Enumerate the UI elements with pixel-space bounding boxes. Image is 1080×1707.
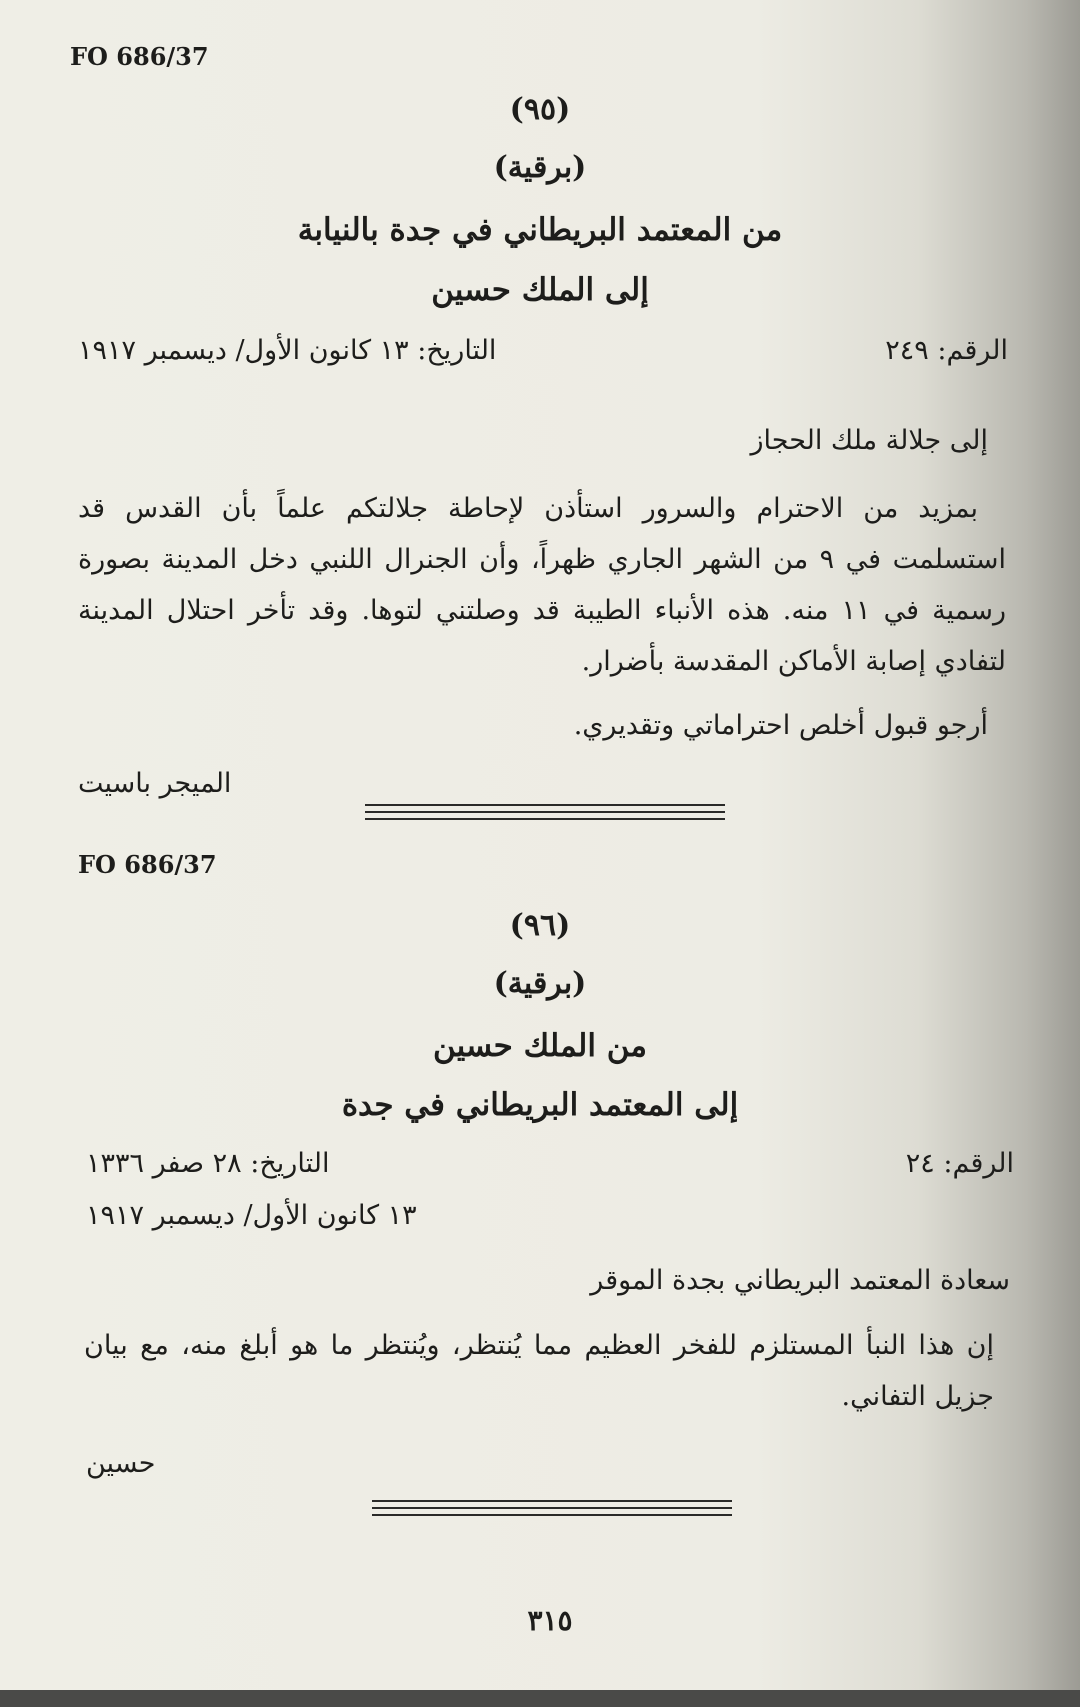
signature: حسين — [86, 1448, 156, 1479]
document-number: (٩٥) — [509, 92, 571, 127]
salutation: إلى جلالة ملك الحجاز — [750, 425, 988, 456]
archive-reference: FO 686/37 — [70, 42, 209, 71]
recipient-heading: إلى المعتمد البريطاني في جدة — [341, 1087, 739, 1123]
sender-heading: من الملك حسين — [433, 1028, 647, 1064]
archive-reference: FO 686/37 — [78, 850, 217, 879]
document-date-hijri: التاريخ: ٢٨ صفر ١٣٣٦ — [86, 1148, 330, 1179]
document-type: (برقية) — [493, 966, 587, 1001]
body-paragraph: بمزيد من الاحترام والسرور استأذن لإحاطة جلالتكم علماً بأن القدس قد استسلمت في ٩ من الشهر الجاري ظهراً، وأن الجنرال اللنبي دخل المدينة بصورة رسمية في ١١ منه. هذه الأنباء الطيبة قد وصلتني لتوها. وقد تأخر احتلال المدينة لتفادي إصابة الأماكن المقدسة بأضرار. — [78, 493, 1006, 677]
closing-line: أرجو قبول أخلص احتراماتي وتقديري. — [573, 710, 988, 741]
signature: الميجر باسيت — [78, 768, 232, 799]
document-date-gregorian: ١٣ كانون الأول/ ديسمبر ١٩١٧ — [86, 1200, 417, 1231]
reference-number: الرقم: ٢٤٩ — [885, 335, 1008, 366]
recipient-heading: إلى الملك حسين — [431, 272, 649, 308]
document-type: (برقية) — [493, 150, 587, 185]
sender-heading: من المعتمد البريطاني في جدة بالنيابة — [297, 212, 783, 248]
document-date: التاريخ: ١٣ كانون الأول/ ديسمبر ١٩١٧ — [78, 335, 497, 366]
salutation: سعادة المعتمد البريطاني بجدة الموقر — [590, 1265, 1010, 1296]
page-number: ٣١٥ — [527, 1604, 573, 1637]
document-number: (٩٦) — [509, 908, 571, 943]
body-paragraph: إن هذا النبأ المستلزم للفخر العظيم مما يُنتظر، ويُنتظر ما هو أبلغ منه، مع بيان جزيل التفاني. — [84, 1330, 994, 1412]
reference-number: الرقم: ٢٤ — [905, 1148, 1014, 1179]
